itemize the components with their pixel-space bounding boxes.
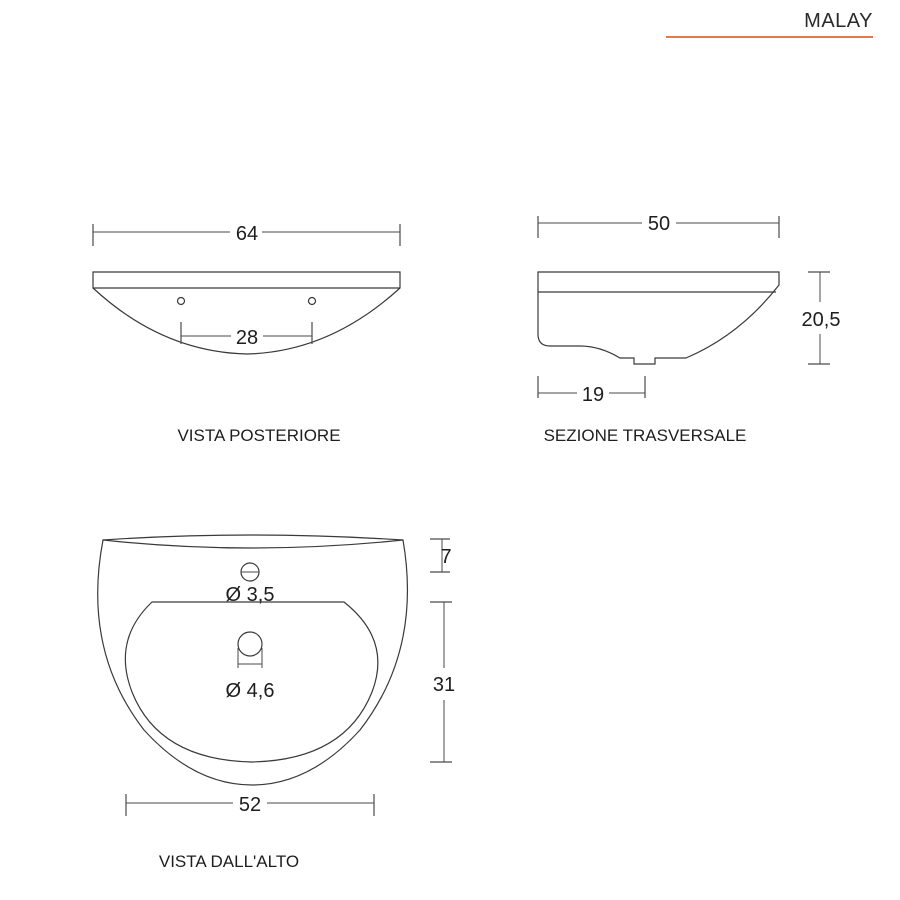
drain-hole <box>238 632 262 656</box>
rear-view-caption: VISTA POSTERIORE <box>177 426 341 445</box>
tap-hole-label: Ø 3,5 <box>225 584 275 606</box>
section-depth-dimension <box>538 213 779 238</box>
section-basin-outline <box>538 272 779 364</box>
rear-fixing-hole-left <box>178 298 185 305</box>
rear-view <box>93 223 400 445</box>
top-basin-depth-dimension <box>430 602 455 762</box>
section-drain-dimension <box>538 376 645 406</box>
top-basin-outer-outline <box>98 540 408 785</box>
rear-holes-label: 28 <box>235 327 259 349</box>
section-depth-label: 50 <box>647 213 671 235</box>
section-height-label: 20,5 <box>801 309 841 331</box>
rear-fixing-hole-right <box>309 298 316 305</box>
drain-hole-label: Ø 4,6 <box>225 680 275 702</box>
product-name: MALAY <box>804 10 873 32</box>
top-basin-width-dimension <box>126 794 374 816</box>
top-back-depth-label: 7 <box>440 546 452 568</box>
section-height-dimension <box>802 272 841 364</box>
top-basin-width-label: 52 <box>238 794 262 816</box>
section-drain-label: 19 <box>581 384 605 406</box>
top-back-depth-dimension <box>430 539 452 572</box>
header <box>666 10 873 37</box>
rear-holes-dimension <box>181 322 312 349</box>
top-view <box>98 535 455 871</box>
rear-width-label: 64 <box>235 223 259 245</box>
top-basin-depth-label: 31 <box>432 674 456 696</box>
section-view-caption: SEZIONE TRASVERSALE <box>543 426 747 445</box>
section-view <box>538 213 840 445</box>
top-view-caption: VISTA DALL'ALTO <box>158 852 300 871</box>
rear-width-dimension <box>93 223 400 246</box>
